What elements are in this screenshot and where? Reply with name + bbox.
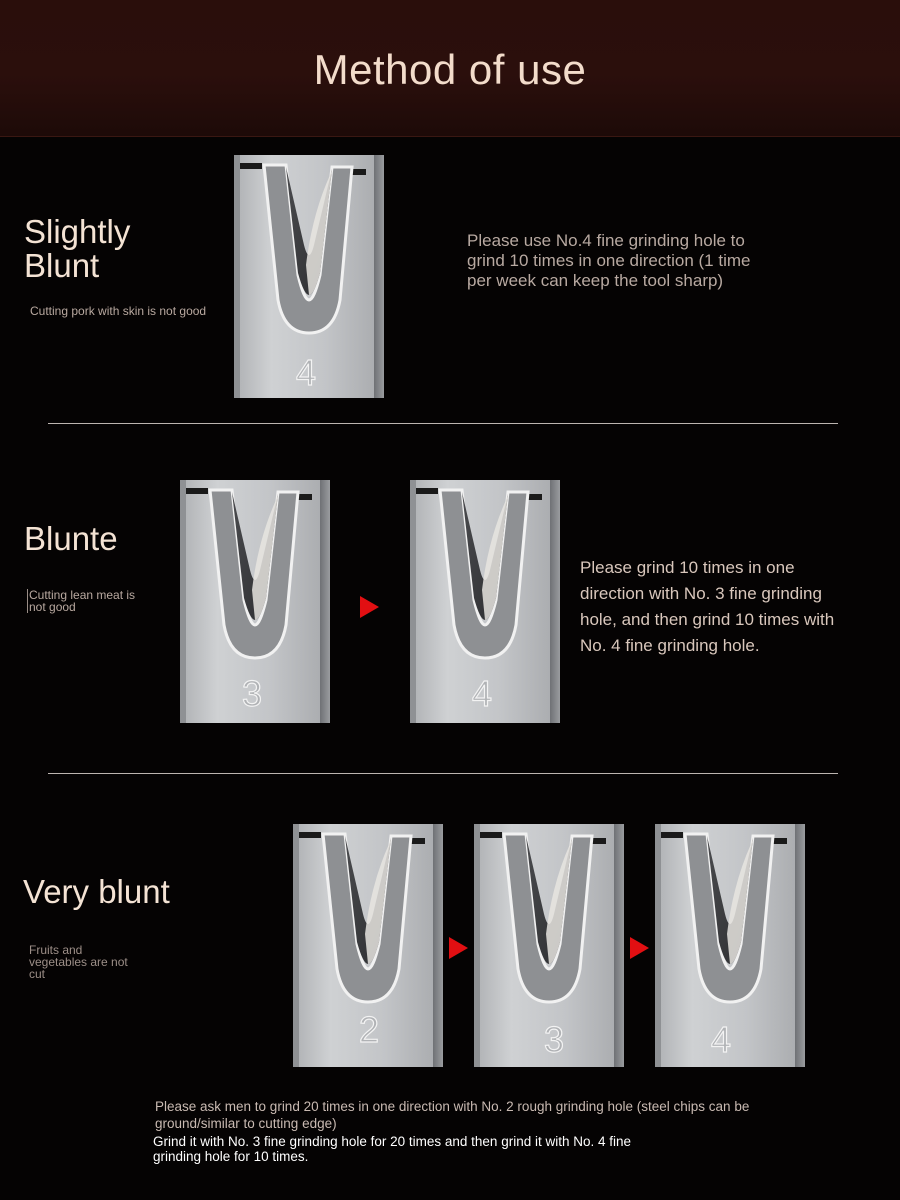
sharpener-slot-icon (410, 480, 560, 723)
section-heading-slightly-blunt (24, 215, 130, 283)
slot-number: 4 (471, 673, 493, 714)
sharpener-slot-3 (474, 824, 624, 1067)
instruction-line: ground/similar to cutting edge) (155, 1116, 337, 1131)
section-heading-very-blunt: Very blunt (23, 873, 170, 910)
page-title: Method of use (313, 46, 587, 93)
sharpener-slot-3 (180, 480, 330, 723)
section-heading-blunte: Blunte (24, 520, 118, 557)
instruction-line: No. 4 fine grinding hole. (580, 636, 760, 655)
sharpener-slot-icon (293, 824, 443, 1067)
note-line: cut (29, 967, 46, 981)
section-note-slightly-blunt: Cutting pork with skin is not good (30, 304, 207, 318)
instruction-line: hole, and then grind 10 times with (580, 610, 835, 629)
instruction-line: grind 10 times in one direction (1 time (467, 251, 751, 270)
section-note-very-blunt (29, 944, 128, 980)
note-line: not good (29, 600, 76, 614)
header-banner (0, 0, 900, 137)
slot-number: 3 (543, 1019, 565, 1060)
sharpener-slot-4 (234, 155, 384, 398)
instruction-line: Please ask men to grind 20 times in one direction with No. 2 rough grinding hole (steel chips can be (155, 1099, 750, 1114)
slot-number: 4 (710, 1019, 732, 1060)
instruction-line: Grind it with No. 3 fine grinding hole for 20 times and then grind it with No. 4 fine (153, 1134, 632, 1149)
sharpener-slot-4 (410, 480, 560, 723)
instruction-line: direction with No. 3 fine grinding (580, 584, 822, 603)
slot-number: 4 (295, 352, 317, 393)
section-divider (48, 423, 838, 424)
red-arrow-right-icon (449, 937, 468, 959)
section-divider (48, 773, 838, 774)
main-content (0, 137, 900, 1200)
slot-number: 3 (241, 673, 263, 714)
section-instruction-slightly-blunt (467, 231, 827, 291)
note-line: Fruits and (29, 943, 83, 957)
sharpener-slot-icon (180, 480, 330, 723)
red-arrow-right-icon (630, 937, 649, 959)
section-instruction-very-blunt-a (155, 1098, 875, 1132)
sharpener-slot-icon (474, 824, 624, 1067)
section-instruction-blunte (580, 555, 880, 659)
sharpener-slot-4 (655, 824, 805, 1067)
section-instruction-very-blunt-b (153, 1134, 873, 1164)
heading-line: Blunt (24, 247, 100, 284)
sharpener-slot-icon (234, 155, 384, 398)
instruction-line: per week can keep the tool sharp) (467, 271, 724, 290)
instruction-line: Please grind 10 times in one (580, 558, 795, 577)
heading-line: Slightly (24, 213, 131, 250)
instruction-line: Please use No.4 fine grinding hole to (467, 231, 745, 250)
note-line: vegetables are not (29, 955, 128, 969)
slot-number: 2 (358, 1009, 380, 1050)
note-line: Cutting lean meat is (29, 588, 136, 602)
section-note-blunte (27, 589, 135, 613)
instruction-line: grinding hole for 10 times. (153, 1149, 309, 1164)
red-arrow-right-icon (360, 596, 379, 618)
sharpener-slot-icon (655, 824, 805, 1067)
sharpener-slot-2 (293, 824, 443, 1067)
